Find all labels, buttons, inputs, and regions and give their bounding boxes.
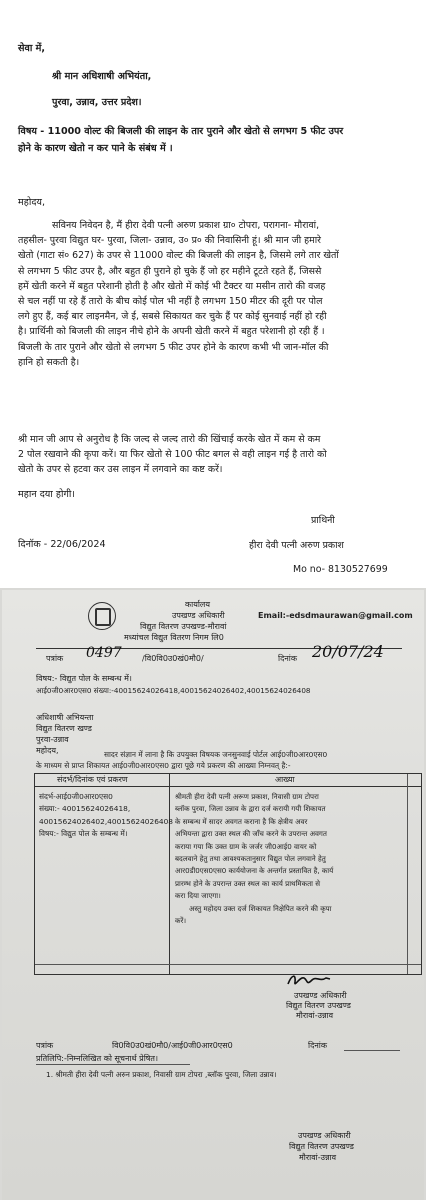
body-line: है। प्रार्थिनी को बिजली की लाइन नीचे होने के अपनी खेती करने में बहुत परेशानी हो रही हैं । xyxy=(18,326,325,338)
reply-ref2-label: पत्रांक xyxy=(36,1041,54,1050)
reply-sign-title-2: विद्युत वितरण उपखण्ड xyxy=(286,1001,351,1010)
body-line: 2 पोल रखवाने की कृपा करें। या फिर खेतो से 100 फीट बगल से वही लाइन गई है तारो को xyxy=(18,449,327,461)
reply-ref2-code: वि0वि0उ0खं0मौ0/आई0जी0आर0एस0 xyxy=(112,1041,233,1050)
col2-line: अस्तु महोदय उक्त दर्ज शिकायत निक्षेपित करने की कृपा xyxy=(189,903,332,913)
reply-intro-line-2: के माध्यम से प्राप्त शिकायत आई0जी0आर0एस0 द्वारा पूछे गये प्रकरण की आख्या निम्नवत् है:- xyxy=(36,761,291,770)
reply-table-col1-header: संदर्भ/दिनांक एवं प्रकरण xyxy=(57,775,128,784)
col2-line: अभियन्ता द्वारा उक्त स्थल की जाँच करने के उपरान्त अवगत xyxy=(175,829,327,839)
department-logo-icon xyxy=(88,602,116,630)
body-line: से लगभग 5 फीट उपर है, और बहुत ही पुराने हो चुके हैं जो हर महीने टूटते रहते हैं, जिससे xyxy=(18,265,322,277)
reply-sign-title-3: मौरावां-उन्नाव xyxy=(296,1011,334,1020)
reply-date-label: दिनांक xyxy=(278,654,297,663)
col1-line: संख्या:- 40015624026418, xyxy=(39,804,131,814)
body-line: खेतो (गाटा सं० 627) के उपर से 11000 वोल्ट की बिजली की लाइन है, जिसमे लगे तार खेतों xyxy=(18,250,339,262)
col1-line: 40015624026402,40015624026408 xyxy=(39,816,174,826)
reply-corporation: मध्यांचल विद्युत वितरण निगम लि0 xyxy=(124,633,224,642)
reply-table-col2-header: आख्या xyxy=(275,775,295,784)
reply-to-line-2: विद्युत वितरण खण्ड xyxy=(36,724,92,733)
reply-date-value: 20/07/24 xyxy=(312,642,384,661)
col2-line: ब्लॉक पुरवा, जिला उन्नाव के द्वारा दर्ज करायी गयी शिकायत xyxy=(175,804,326,814)
body-line: सविनय निवेदन है, मैं हीरा देवी पत्नी अरुण प्रकाश ग्रा० टोपरा, परागना- मौरावां, xyxy=(52,220,320,231)
officer-signature-icon xyxy=(286,970,332,990)
col2-line: प्रारम्भ होने के उपरान्त उक्त स्थल का कार्य प्राथमिकता से xyxy=(175,878,321,888)
reply-date2-blank xyxy=(344,1050,400,1051)
col2-line: श्रीमती हीरा देवी पत्नी अरूण प्रकाश, निवासी ग्राम टोपरा xyxy=(175,792,319,801)
reply-to-line-3: पुरवा-उन्नाव xyxy=(36,735,69,744)
letter-subject-line-2: होने के कारण खेतो न कर पाने के संबंध में । xyxy=(18,143,173,154)
letter-closing: महान दया होगी। xyxy=(18,489,75,500)
reply-table-inner-border xyxy=(407,774,408,974)
letter-sender-name: हीरा देवी पत्नी अरुण प्रकाश xyxy=(249,540,344,551)
body-line: बिजली के तार पुराने और खेतो से लगभग 5 फीट उपर होने के कारण कभी भी जान-मॉल की xyxy=(18,341,329,353)
letter-subject-line-1: विषय - 11000 वोल्ट की बिजली की लाइन के तार पुराने और खेतो से लगभग 5 फीट उपर xyxy=(18,126,344,137)
reply-igrs-numbers: आई0जी0आर0एस0 संख्या:-40015624026418,40015624026402,40015624026408 xyxy=(36,686,311,695)
body-line: हानि हो सकती है। xyxy=(18,356,80,368)
letter-recipient-address: पुरवा, उन्नाव, उत्तर प्रदेश। xyxy=(52,97,142,108)
col2-line: बदलवाने हेतु तथा आवश्यकतानुसार विद्युत पोल लगवाने हेतु xyxy=(175,854,326,864)
letter-salutation: सेवा में, xyxy=(18,43,46,54)
letter-signoff: प्राथिनी xyxy=(311,515,335,526)
letter-date: दिनॉक - 22/06/2024 xyxy=(18,539,106,550)
col1-line: संदर्भ-आई0जी0आर0एस0 xyxy=(39,792,113,801)
reply-division: विद्युत वितरण उपखण्ड-मौरावां xyxy=(140,622,227,631)
body-line: हमें खेती करने में बहुत परेशानी होती है और खेतो में कोई भी टैक्टर या मसीन तारो की वजह xyxy=(18,280,326,292)
body-line: से चल नहीं पा रहे हैं तारो के बीच कोई पोल भी नहीं है लगभग 150 मीटर की दूरी पर पोल xyxy=(18,296,323,308)
reply-ref-number: 0497 xyxy=(86,645,122,661)
reply-sign2-title-1: उपखण्ड अधिकारी xyxy=(298,1131,351,1140)
reply-ref-code: /वि0वि0उ0खं0मौ0/ xyxy=(142,654,204,663)
official-reply-scan xyxy=(0,588,426,1200)
letter-greeting: महोदय, xyxy=(18,197,46,208)
body-line: खेतो के उपर से हटवा कर उस लाइन में लगवाने का कष्ट करें। xyxy=(18,464,223,476)
reply-intro-line-1: सादर संज्ञान में लाना है कि उपयुक्त विषयक जनसुनवाई पोर्टल आई0जी0आर0एस0 xyxy=(104,750,328,759)
reply-to-line-1: अधिशाषी अभियन्ता xyxy=(36,713,94,722)
reply-paper xyxy=(2,590,424,1200)
reply-date2-label: दिनांक xyxy=(308,1041,327,1050)
col1-line: विषय:- विद्युत पोल के सम्बन्ध में। xyxy=(39,829,128,839)
col2-line: आर0डी0एस0एस0 कार्ययोजना के अन्तर्गत प्रस्तावित है, कार्य xyxy=(175,866,334,876)
body-line: श्री मान जी आप से अनुरोध है कि जल्द से जल्द तारो की खिंचाई करके खेत में कम से कम xyxy=(18,434,321,445)
reply-sign2-title-2: विद्युत वितरण उपखण्ड xyxy=(289,1142,354,1151)
reply-officer-title: उपखण्ड अधिकारी xyxy=(172,611,225,620)
reply-table-bottom-rule xyxy=(35,964,421,965)
body-line: तहसील- पुरवा विद्युत घर- पुरवा, जिला- उन्नाव, उ० प्र० की निवासिनी हूं। श्री मान जी हमारे xyxy=(18,235,321,247)
reply-ref-label: पत्रांक xyxy=(46,654,64,663)
reply-table-col1 xyxy=(39,791,173,841)
reply-subject: विषय:- विद्युत पोल के सम्बन्ध में। xyxy=(36,674,132,683)
complaint-letter xyxy=(0,0,426,588)
reply-table xyxy=(34,773,422,975)
reply-copy-rule xyxy=(36,1064,190,1065)
letter-mobile: Mo no- 8130527699 xyxy=(293,564,388,575)
letter-body-paragraph-1 xyxy=(18,218,412,370)
col2-line: करा दिया जाएगा। xyxy=(175,891,221,901)
reply-greeting: महोदय, xyxy=(36,746,59,755)
reply-copy-item: 1. श्रीमती हीरा देवी पत्नी अरुन प्रकाश, निवासी ग्राम टोपरा ,ब्लॉक पुरवा, जिला उन्नाव। xyxy=(46,1070,277,1079)
reply-email: Email:-edsdmaurawan@gmail.com xyxy=(258,611,413,620)
col2-line: करें। xyxy=(175,916,187,926)
reply-sign-title-1: उपखण्ड अधिकारी xyxy=(294,991,347,1000)
letter-recipient-title: श्री मान अधिशाषी अभियंता, xyxy=(52,71,152,82)
col2-line: के सम्बन्ध में सादर अवगत कराना है कि क्षेत्रीय अवर xyxy=(175,816,308,826)
reply-copy-line: प्रतिलिपि:-निम्नलिखित को सूचनार्थ प्रेषित। xyxy=(36,1054,158,1063)
body-line: लगे हुए हैं, कई बार लाइनमैन, जे ई, सबसे सिकायत कर चुके हैं पर कोई सुनवाई नहीं हो रही xyxy=(18,311,327,323)
col2-line: कराया गया कि उक्त ग्राम के जर्जर जी0आई0 वायर को xyxy=(175,841,317,851)
reply-sign2-title-3: मौरावां-उन्नाव xyxy=(299,1153,337,1162)
reply-table-col2 xyxy=(175,791,333,927)
reply-office: कार्यालय xyxy=(185,600,210,609)
letter-body-paragraph-2 xyxy=(18,432,412,478)
